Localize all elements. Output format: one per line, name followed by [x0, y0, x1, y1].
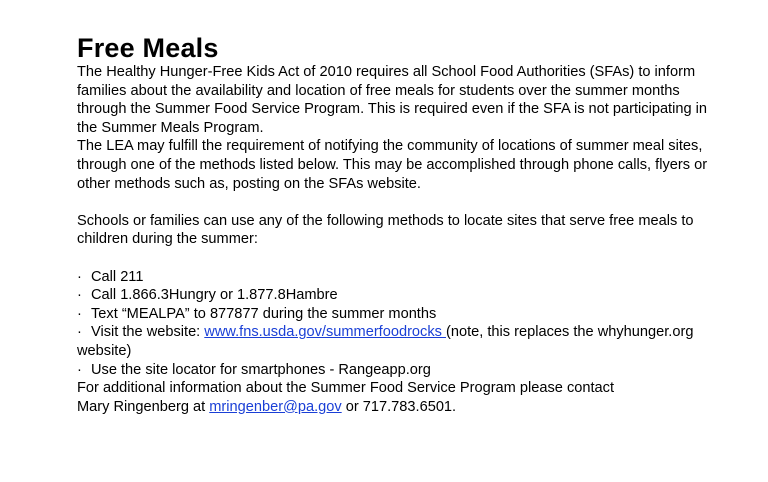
bullet-icon: · — [77, 287, 82, 304]
summerfoodrocks-link[interactable]: www.fns.usda.gov/summerfoodrocks — [204, 324, 446, 341]
page-title: Free Meals — [77, 33, 219, 63]
paragraph-spacer — [77, 249, 717, 268]
contact-line: For additional information about the Summer Food Service Program please contact — [77, 380, 614, 397]
methods-intro-paragraph: Schools or families can use any of the following methods to locate sites that serve free meals to children during the summer: — [77, 212, 694, 248]
method-website-suffix: (note, this replaces the whyhunger.org website) — [77, 324, 694, 359]
list-item — [77, 268, 717, 287]
paragraph-spacer — [77, 193, 717, 212]
list-item — [77, 323, 717, 360]
contact-prefix: Mary Ringenberg at — [77, 398, 210, 415]
method-call-211: Call 211 — [91, 268, 144, 285]
document-body — [77, 33, 717, 416]
method-text: Text “MEALPA” to 877877 during the summer months — [91, 305, 437, 322]
requirement-paragraph: The LEA may fulfill the requirement of notifying the community of locations of summer meal sites, through one of the methods listed below. This may be accomplished through phone calls, flyers or other methods such as, posting on the SFAs website. — [77, 138, 708, 192]
contact-email-link[interactable]: mringenber@pa.gov — [209, 398, 342, 415]
list-item — [77, 286, 717, 305]
contact-suffix: or 717.783.6501. — [341, 398, 457, 415]
method-call-numbers: Call 1.866.3Hungry or 1.877.8Hambre — [91, 287, 338, 304]
methods-list — [77, 268, 717, 380]
bullet-icon: · — [77, 268, 82, 285]
method-locator: Use the site locator for smartphones - Rangeapp.org — [91, 361, 431, 378]
list-item — [77, 361, 717, 380]
list-item — [77, 305, 717, 324]
intro-paragraph: The Healthy Hunger-Free Kids Act of 2010 requires all School Food Authorities (SFAs) to inform families about the availability and location of free meals for students over the summer months through the Summer Food Service Program. This is required even if the SFA is not participating in the Summer Meals Program. — [77, 64, 708, 136]
bullet-icon: · — [77, 324, 82, 341]
method-website-prefix: Visit the website: — [91, 324, 205, 341]
contact-paragraph — [77, 379, 717, 416]
bullet-icon: · — [77, 305, 82, 322]
bullet-icon: · — [77, 361, 82, 378]
